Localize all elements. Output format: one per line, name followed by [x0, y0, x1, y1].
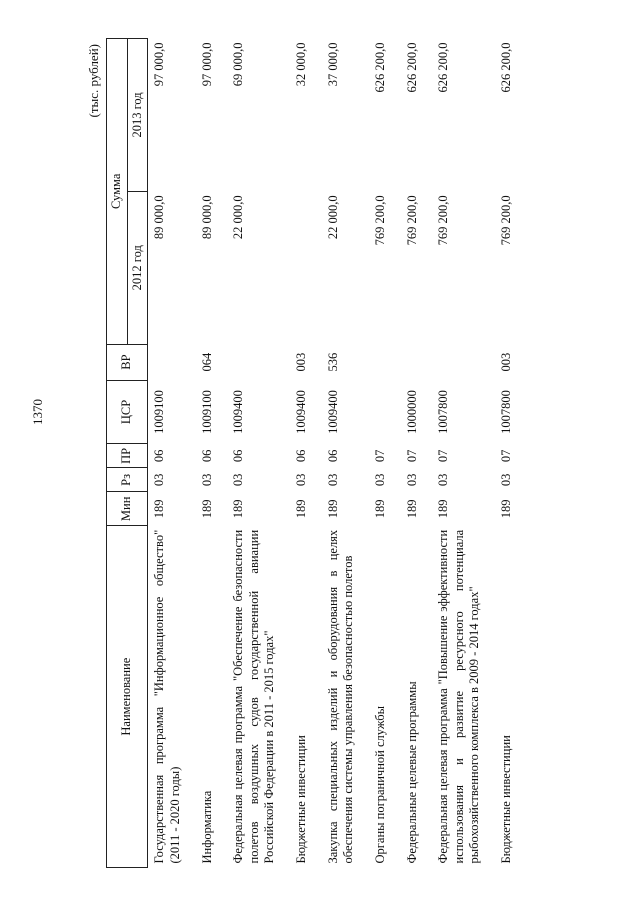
row-vr	[148, 344, 196, 380]
table-body	[148, 39, 527, 868]
row-pr: 07	[499, 449, 513, 463]
row-vr: 536	[325, 352, 340, 372]
budget-table	[106, 38, 527, 868]
row-pr: 06	[231, 449, 246, 463]
row-vr	[432, 344, 495, 380]
row-vr: 003	[499, 352, 513, 372]
header-rz: Рз	[107, 468, 148, 492]
row-min: 189	[499, 499, 513, 519]
row-sum-2012: 22 000,0	[231, 195, 246, 240]
row-sum-2013: 37 000,0	[325, 42, 340, 87]
header-year-2012: 2012 год	[127, 191, 148, 344]
row-name: Бюджетные инвестиции	[499, 735, 513, 864]
row-min: 189	[152, 499, 167, 519]
row-sum-2012: 22 000,0	[325, 195, 340, 240]
row-name: Федеральная целевая программа "Повышение эффективности использования и развитие ресурсного потенциала рыбохозяйственного комплекса в 2009 - 2014 годах"	[436, 529, 482, 864]
row-name: Государственная программа "Информационное общество" (2011 - 2020 годы)	[152, 529, 182, 864]
row-rz: 03	[436, 473, 451, 487]
row-min: 189	[294, 499, 308, 519]
row-sum-2012: 769 200,0	[372, 195, 387, 246]
row-sum-2013: 69 000,0	[231, 42, 246, 87]
header-min: Мин	[107, 492, 148, 526]
row-vr: 064	[199, 352, 214, 372]
row-sum-2013: 97 000,0	[199, 42, 214, 87]
row-sum-2012: 769 200,0	[436, 195, 451, 246]
table-row	[401, 39, 433, 868]
row-name: Бюджетные инвестиции	[294, 735, 308, 864]
row-sum-2012	[290, 191, 322, 344]
row-csr: 1000000	[404, 390, 419, 434]
header-csr: ЦСР	[107, 380, 148, 444]
row-vr: 003	[294, 352, 308, 372]
row-vr	[227, 344, 290, 380]
row-sum-2013: 32 000,0	[294, 42, 308, 87]
rotated-page-content	[82, 38, 546, 868]
row-rz: 03	[152, 473, 167, 487]
row-csr: 1009100	[199, 390, 214, 434]
table-row	[196, 39, 228, 868]
row-sum-2013: 626 200,0	[499, 42, 513, 93]
page-number: 1370	[30, 399, 45, 425]
row-rz: 03	[325, 473, 340, 487]
row-name: Федеральная целевая программа "Обеспечение безопасности полетов воздушных судов государственной авиации Российской Федерации в 2011 - 2015 годах"	[231, 529, 277, 864]
row-sum-2013: 626 200,0	[372, 42, 387, 93]
row-sum-2013: 626 200,0	[436, 42, 451, 93]
row-pr: 07	[372, 449, 387, 463]
row-pr: 06	[152, 449, 167, 463]
row-sum-2013: 626 200,0	[404, 42, 419, 93]
row-min: 189	[404, 499, 419, 519]
row-rz: 03	[294, 473, 308, 487]
header-vr: ВР	[107, 344, 148, 380]
header-year-2013: 2013 год	[127, 39, 148, 192]
row-sum-2012: 769 200,0	[499, 195, 513, 246]
row-min: 189	[372, 499, 387, 519]
units-label: (тыс. рублей)	[86, 44, 101, 118]
row-pr: 07	[436, 449, 451, 463]
row-rz: 03	[499, 473, 513, 487]
row-vr	[369, 344, 401, 380]
row-csr: 1009400	[325, 390, 340, 434]
table-header	[107, 39, 148, 868]
row-pr: 06	[325, 449, 340, 463]
row-name: Органы пограничной службы	[372, 705, 387, 864]
row-vr	[401, 344, 433, 380]
row-min: 189	[436, 499, 451, 519]
header-sum: Сумма	[107, 39, 128, 345]
row-rz: 03	[404, 473, 419, 487]
row-pr: 06	[294, 449, 308, 463]
table-row	[369, 39, 401, 868]
row-min: 189	[231, 499, 246, 519]
table-row	[432, 39, 495, 868]
header-name: Наименование	[107, 526, 148, 868]
row-pr: 06	[199, 449, 214, 463]
row-csr	[369, 380, 401, 444]
row-csr: 1009100	[152, 390, 167, 434]
row-csr: 1009400	[294, 390, 308, 434]
row-rz: 03	[231, 473, 246, 487]
row-name: Федеральные целевые программы	[404, 681, 419, 864]
row-sum-2012: 89 000,0	[199, 195, 214, 240]
row-min: 189	[325, 499, 340, 519]
row-csr: 1009400	[231, 390, 246, 434]
row-csr: 1007800	[436, 390, 451, 434]
table-row	[148, 39, 196, 868]
row-name: Информатика	[199, 790, 214, 864]
header-pr: ПР	[107, 444, 148, 468]
table-row	[227, 39, 290, 868]
table-row	[290, 39, 322, 868]
row-csr: 1007800	[499, 390, 513, 434]
row-pr: 07	[404, 449, 419, 463]
row-sum-2013: 97 000,0	[152, 42, 167, 87]
row-sum-2012: 89 000,0	[152, 195, 167, 240]
row-name: Закупка специальных изделий и оборудования в целях обеспечения системы управления безопасностью полетов	[325, 529, 356, 864]
row-rz: 03	[199, 473, 214, 487]
row-min: 189	[199, 499, 214, 519]
row-sum-2012: 769 200,0	[404, 195, 419, 246]
table-row	[322, 39, 369, 868]
table-row	[495, 39, 527, 868]
row-rz: 03	[372, 473, 387, 487]
